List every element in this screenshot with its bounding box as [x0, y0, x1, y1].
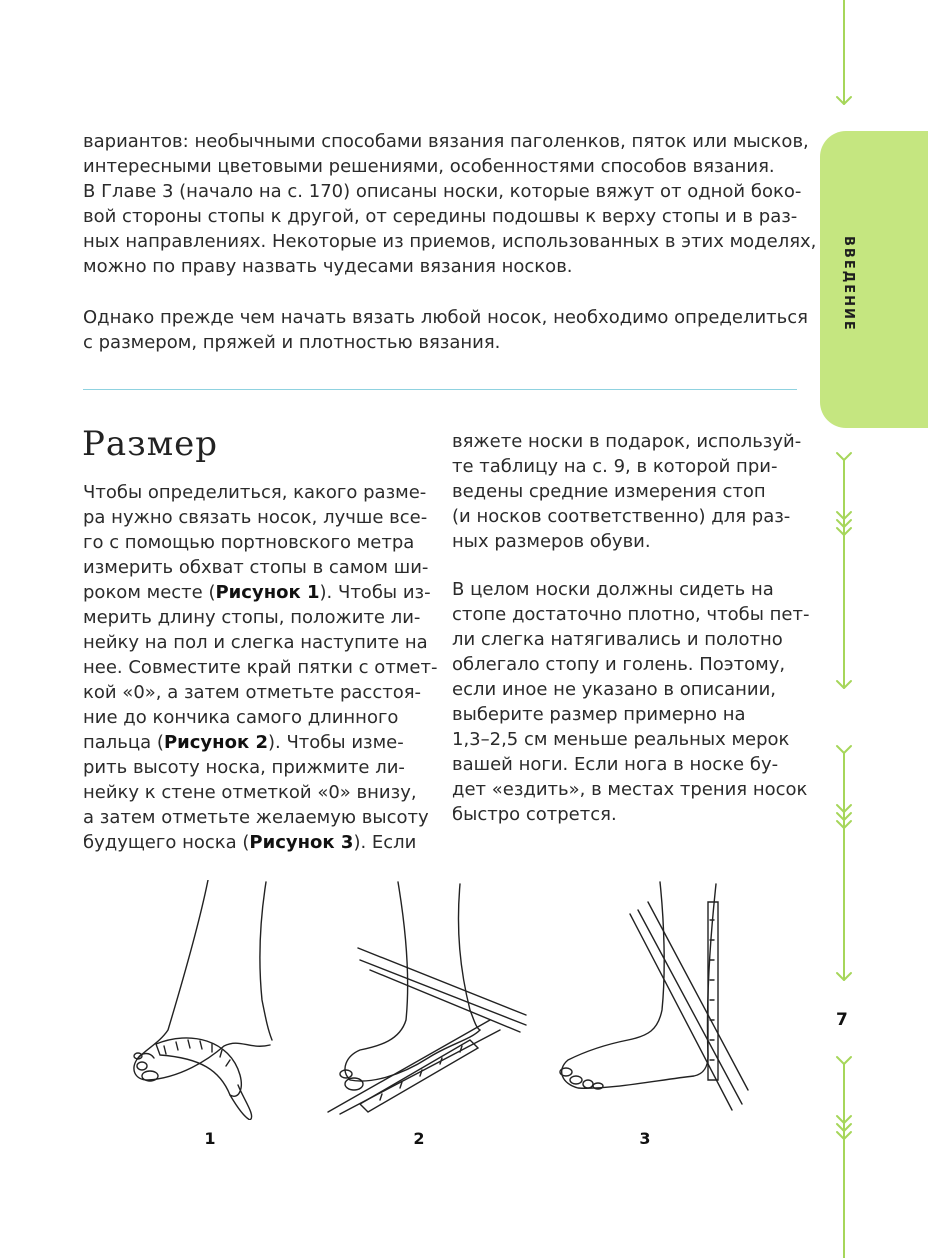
intro-line: можно по праву назвать чудесами вязания носков.	[83, 256, 573, 277]
intro-line: вой стороны стопы к другой, от середины подошвы к верху стопы и в раз-	[83, 206, 798, 227]
col2b-line: если иное не указано в описании,	[452, 679, 777, 700]
col2b-line: вашей ноги. Если нога в носке бу-	[452, 754, 779, 775]
column-1-text	[83, 480, 438, 855]
col1-line	[83, 830, 423, 855]
col2-line: ных размеров обуви.	[452, 531, 651, 552]
intro-line: ных направлениях. Некоторые из приемов, использованных в этих моделях,	[83, 231, 817, 252]
col1-line	[83, 730, 423, 755]
col2b-line: быстро сотрется.	[452, 804, 617, 825]
col2b-line: дет «ездить», в местах трения носок	[452, 779, 808, 800]
intro-paragraph-2	[83, 305, 808, 355]
text-run: ). Чтобы из-	[319, 582, 431, 603]
figure-label: 3	[639, 1129, 651, 1148]
col1-line: кой «0», а затем отметьте расстоя-	[83, 682, 422, 703]
intro2-line: с размером, пряжей и плотностью вязания.	[83, 332, 501, 353]
col1-line: мерить длину стопы, положите ли-	[83, 607, 421, 628]
col1-line: го с помощью портновского метра	[83, 532, 415, 553]
foot-tape-measure-icon	[120, 880, 320, 1120]
col2b-line: В целом носки должны сидеть на	[452, 579, 774, 600]
col2-line: ведены средние измерения стоп	[452, 481, 766, 502]
col2-line: вяжете носки в подарок, используй-	[452, 431, 802, 452]
text-run: ). Чтобы изме-	[267, 732, 404, 753]
foot-ruler-wall-icon	[548, 880, 758, 1120]
intro-line: В Главе 3 (начало на с. 170) описаны носки, которые вяжут от одной боко-	[83, 181, 802, 202]
figure-label: 2	[413, 1129, 425, 1148]
section-divider	[83, 389, 797, 390]
col2-line: те таблицу на с. 9, в которой при-	[452, 456, 778, 477]
col1-line: ние до кончика самого длинного	[83, 707, 399, 728]
col1-line: нейку к стене отметкой «0» внизу,	[83, 782, 417, 803]
section-title: Размер	[82, 424, 219, 464]
col1-line: Чтобы определиться, какого разме-	[83, 482, 427, 503]
figure-reference: Рисунок 1	[215, 582, 320, 603]
col2b-line: стопе достаточно плотно, чтобы пет-	[452, 604, 810, 625]
text-run: будущего носка (	[83, 832, 250, 853]
figure-reference: Рисунок 2	[163, 732, 268, 753]
chapter-tab	[820, 131, 928, 428]
figure-label: 1	[204, 1129, 216, 1148]
intro-line: вариантов: необычными способами вязания паголенков, пяток или мысков,	[83, 131, 809, 152]
col1-line: а затем отметьте желаемую высоту	[83, 807, 429, 828]
text-run: ). Если	[353, 832, 417, 853]
intro2-line: Однако прежде чем начать вязать любой носок, необходимо определиться	[83, 307, 808, 328]
col2b-line: 1,3–2,5 см меньше реальных мерок	[452, 729, 790, 750]
intro-line: интересными цветовыми решениями, особенностями способов вязания.	[83, 156, 775, 177]
col1-line	[83, 580, 431, 605]
col2b-line: ли слегка натягивались и полотно	[452, 629, 783, 650]
page-number: 7	[836, 1010, 848, 1030]
col2b-line: выберите размер примерно на	[452, 704, 746, 725]
intro-paragraph	[83, 129, 817, 279]
col1-line: рить высоту носка, прижмите ли-	[83, 757, 405, 778]
column-2-paragraph-2	[452, 577, 810, 827]
col2b-line: облегало стопу и голень. Поэтому,	[452, 654, 786, 675]
chapter-tab-label: ВВЕДЕНИЕ	[841, 236, 856, 332]
column-2-text	[452, 429, 802, 554]
col1-line: измерить обхват стопы в самом ши-	[83, 557, 429, 578]
text-run: роком месте (	[83, 582, 216, 603]
foot-ruler-floor-icon	[320, 880, 530, 1120]
col1-line: нее. Совместите край пятки с отмет-	[83, 657, 438, 678]
text-run: пальца (	[83, 732, 164, 753]
figure-reference: Рисунок 3	[249, 832, 354, 853]
col2-line: (и носков соответственно) для раз-	[452, 506, 791, 527]
col1-line: нейку на пол и слегка наступите на	[83, 632, 428, 653]
col1-line: ра нужно связать носок, лучше все-	[83, 507, 428, 528]
